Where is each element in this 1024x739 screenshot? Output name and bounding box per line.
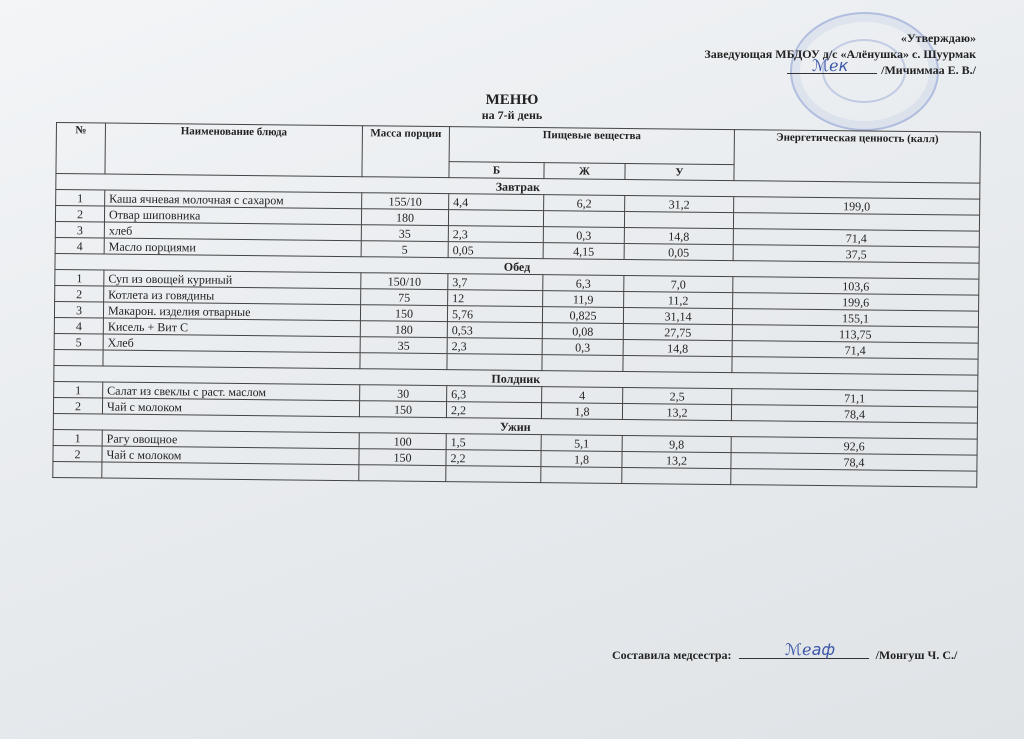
director-signature: ℳℯк — [812, 56, 849, 75]
cell-u: 11,2 — [624, 291, 733, 308]
menu-table — [52, 122, 981, 488]
cell-kcal: 71,4 — [732, 341, 978, 360]
cell-u: 31,14 — [623, 307, 732, 324]
cell-zh: 6,3 — [543, 275, 624, 292]
cell-num: 3 — [54, 301, 103, 318]
cell-mass — [360, 353, 447, 370]
cell-mass: 35 — [361, 225, 448, 242]
cell-kcal: 103,6 — [733, 277, 979, 296]
cell-b: 2,2 — [446, 450, 541, 467]
cell-name: Макарон. изделия отварные — [103, 302, 360, 321]
cell-num: 2 — [55, 206, 104, 223]
cell-num: 2 — [55, 285, 104, 302]
cell-name: хлеб — [104, 222, 361, 241]
header-mass: Масса порции — [362, 126, 450, 178]
header-nutrients: Пищевые вещества — [449, 127, 734, 165]
cell-u: 13,2 — [622, 403, 731, 420]
cell-mass: 75 — [361, 289, 448, 306]
cell-u: 13,2 — [622, 451, 731, 468]
cell-b: 6,3 — [447, 386, 542, 403]
cell-u: 27,75 — [623, 323, 732, 340]
cell-zh — [541, 467, 622, 484]
cell-name: Каша ячневая молочная с сахаром — [105, 190, 362, 209]
cell-b: 2,3 — [447, 338, 542, 355]
cell-num: 1 — [55, 269, 104, 286]
cell-zh — [542, 355, 623, 372]
menu-table-body — [53, 174, 980, 488]
section-title: Завтрак — [56, 174, 980, 200]
cell-num: 1 — [53, 429, 102, 446]
cell-name: Отвар шиповника — [104, 206, 361, 225]
cell-zh: 1,8 — [541, 403, 622, 420]
page-subtitle: на 7-й день — [481, 108, 543, 122]
cell-b: 0,05 — [448, 242, 543, 259]
cell-zh: 0,3 — [542, 339, 623, 356]
cell-num: 2 — [53, 445, 102, 462]
cell-num: 1 — [56, 190, 105, 207]
cell-mass: 5 — [361, 241, 448, 258]
cell-mass: 150/10 — [361, 273, 448, 290]
cell-zh: 0,08 — [542, 323, 623, 340]
cell-b: 2,2 — [446, 402, 541, 419]
section-title: Ужин — [53, 413, 977, 439]
cell-kcal: 71,4 — [733, 229, 979, 248]
cell-num: 1 — [54, 381, 103, 398]
approval-position: Заведующая МБДОУ д/с «Алёнушка» с. Шуурмак — [704, 47, 976, 61]
approval-heading: «Утверждаю» — [900, 31, 976, 45]
cell-kcal: 78,4 — [731, 453, 977, 472]
cell-b: 5,76 — [447, 306, 542, 323]
cell-num: 4 — [54, 317, 103, 334]
cell-u: 14,8 — [624, 227, 733, 244]
cell-name: Кисель + Вит С — [103, 318, 360, 337]
cell-mass: 100 — [359, 433, 446, 450]
cell-u — [622, 467, 731, 484]
nurse-signature: ℳℯаф — [785, 640, 836, 659]
cell-u — [624, 211, 733, 228]
cell-kcal: 155,1 — [732, 309, 978, 328]
cell-zh — [543, 211, 624, 228]
header-num: № — [56, 123, 106, 175]
section-title: Полдник — [54, 365, 978, 391]
cell-mass: 150 — [360, 305, 447, 322]
footer-name: /Монгуш Ч. С./ — [875, 648, 958, 662]
cell-name — [102, 462, 359, 481]
cell-kcal: 78,4 — [731, 405, 977, 424]
cell-u: 9,8 — [622, 435, 731, 452]
cell-name: Салат из свеклы с раст. маслом — [103, 382, 360, 401]
cell-name: Рагу овощное — [102, 430, 359, 449]
cell-zh: 1,8 — [541, 451, 622, 468]
cell-num: 4 — [55, 237, 104, 254]
cell-zh: 5,1 — [541, 435, 622, 452]
cell-b: 2,3 — [448, 226, 543, 243]
cell-mass: 30 — [360, 385, 447, 402]
footer-label: Составила медсестра: — [612, 648, 732, 662]
cell-kcal: 37,5 — [733, 245, 979, 264]
cell-u: 2,5 — [623, 387, 732, 404]
cell-b — [447, 354, 542, 371]
cell-b: 12 — [448, 290, 543, 307]
cell-num — [53, 461, 102, 478]
cell-b: 1,5 — [446, 434, 541, 451]
cell-u — [623, 355, 732, 372]
cell-b — [448, 210, 543, 227]
cell-mass: 180 — [360, 321, 447, 338]
cell-kcal — [731, 469, 977, 488]
cell-u: 7,0 — [624, 275, 733, 292]
cell-kcal: 92,6 — [731, 437, 977, 456]
cell-name: Котлета из говядины — [104, 286, 361, 305]
header-u: У — [625, 163, 734, 180]
cell-mass — [359, 465, 446, 482]
page-title: МЕНЮ — [485, 92, 539, 108]
cell-b: 3,7 — [448, 274, 543, 291]
cell-num: 5 — [54, 333, 103, 350]
header-row-main — [56, 123, 980, 168]
cell-name: Чай с молоком — [102, 446, 359, 465]
cell-zh: 6,2 — [544, 195, 625, 212]
cell-kcal: 199,0 — [734, 197, 980, 216]
cell-num: 2 — [53, 397, 102, 414]
cell-mass: 155/10 — [362, 193, 449, 210]
cell-name: Масло порциями — [104, 238, 361, 257]
cell-kcal: 71,1 — [732, 389, 978, 408]
cell-mass: 180 — [361, 209, 448, 226]
cell-zh: 4,15 — [543, 243, 624, 260]
cell-mass: 35 — [360, 337, 447, 354]
header-name: Наименование блюда — [105, 123, 363, 177]
cell-u: 0,05 — [624, 243, 733, 260]
cell-b — [446, 466, 541, 483]
cell-kcal: 113,75 — [732, 325, 978, 344]
cell-u: 31,2 — [625, 195, 734, 212]
cell-b: 0,53 — [447, 322, 542, 339]
cell-name: Чай с молоком — [102, 398, 359, 417]
section-title: Обед — [55, 253, 979, 279]
cell-zh: 0,825 — [542, 307, 623, 324]
cell-kcal: 199,6 — [733, 293, 979, 312]
header-energy: Энергетическая ценность (калл) — [734, 130, 981, 184]
cell-zh: 11,9 — [543, 291, 624, 308]
cell-num: 3 — [55, 221, 104, 238]
cell-name: Суп из овощей куриный — [104, 270, 361, 289]
cell-mass: 150 — [359, 449, 446, 466]
approval-name: /Мичиммаа Е. В./ — [881, 63, 976, 77]
cell-u: 14,8 — [623, 339, 732, 356]
header-zh: Ж — [544, 163, 625, 180]
cell-zh: 4 — [542, 387, 623, 404]
cell-mass: 150 — [359, 401, 446, 418]
cell-name: Хлеб — [103, 334, 360, 353]
cell-zh: 0,3 — [543, 227, 624, 244]
header-b: Б — [449, 162, 544, 179]
cell-num — [54, 349, 103, 366]
cell-b: 4,4 — [449, 194, 544, 211]
